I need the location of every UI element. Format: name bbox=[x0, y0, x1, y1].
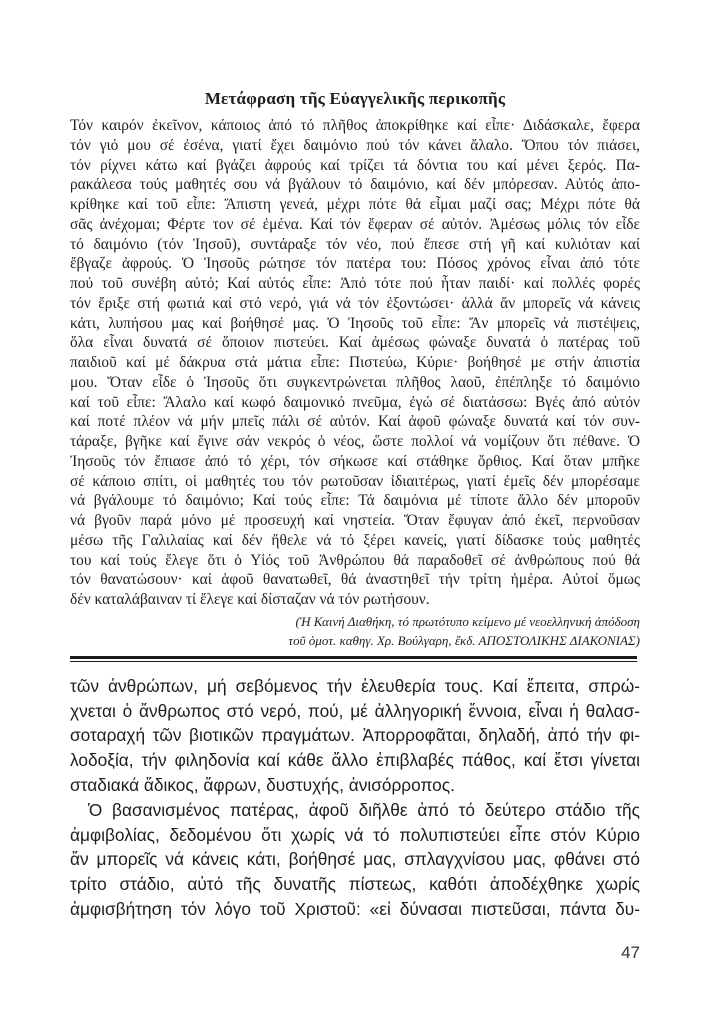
body-line: σταδιακά ἄδικος, ἄφρων, δυστυχής, ἀνισόρροπος. bbox=[70, 774, 455, 795]
scripture-line: του καί τούς ἔλεγε ὅτι ὁ Υἱός τοῦ Ἀνθρώπου θά παραδοθεῖ σέ ἀνθρώπους πού θά bbox=[70, 551, 640, 569]
scripture-line: ρακάλεσα τούς μαθητές σου νά βγάλουν τό δαιμόνιο, καί δέν μπόρεσαν. Αὐτός ἀπο- bbox=[70, 176, 640, 194]
scripture-line: δέν καταλάβαιναν τί ἔλεγε καί δίσταζαν νά τόν ρωτήσουν. bbox=[70, 591, 430, 608]
scripture-line: νά βγοῦν παρά μόνο μέ προσευχή καί νηστεία. Ὅταν ἔφυγαν ἀπό ἐκεῖ, περνοῦσαν bbox=[70, 512, 640, 529]
scripture-line: νά βγάλουμε τό δαιμόνιο; Καί τούς εἶπε: Τά δαιμόνια μέ τίποτε ἄλλο δέν μποροῦν bbox=[70, 492, 640, 510]
body-line: ἄν μπορεῖς νά κάνεις κάτι, βοήθησέ μας, σπλαγχνίσου μας, φθάνει στό bbox=[70, 849, 640, 870]
section-title: Μετάφραση τῆς Εὐαγγελικῆς περικοπῆς bbox=[204, 89, 506, 108]
scripture-line: Ἰησοῦς τόν ἔπιασε ἀπό τό χέρι, τόν σήκωσε καί στάθηκε ὄρθιος. Καί ὅταν μπῆκε bbox=[70, 452, 640, 470]
body-line: χνεται ὁ ἄνθρωπος στό νερό, πού, μέ ἀλληγορική ἔννοια, εἶναι ἡ θαλασ- bbox=[70, 700, 640, 721]
scripture-line: σᾶς ἀνέχομαι; Φέρτε τον σέ ἐμένα. Καί τόν ἔφεραν σέ αὐτόν. Ἀμέσως μόλις τόν εἶδε bbox=[70, 215, 640, 233]
scripture-line: μου. Ὅταν εἶδε ὁ Ἰησοῦς ὅτι συγκεντρώνεται πλῆθος λαοῦ, ἐπέπληξε τό δαιμόνιο bbox=[70, 373, 640, 391]
scripture-line: τόν γιό μου σέ ἐσένα, γιατί ἔχει δαιμόνιο πού τόν κάνει ἄλαλο. Ὅπου τόν πιάσει, bbox=[70, 136, 640, 154]
scripture-line: σέ κάποιο σπίτι, οἱ μαθητές του τόν ρωτοῦσαν ἰδιαιτέρως, γιατί ἐμεῖς δέν μπορέσαμε bbox=[70, 472, 640, 490]
body-line: λοδοξία, τήν φιληδονία καί κάθε ἄλλο ἐπιβλαβές πάθος, καί ἔτσι γίνεται bbox=[70, 750, 640, 771]
scripture-line: καί τοῦ εἶπε: Ἄλαλο καί κωφό δαιμονικό πνεῦμα, ἐγώ σέ διατάσσω: Βγές ἀπό αὐτόν bbox=[70, 393, 640, 411]
scripture-line: τό δαιμόνιο (τόν Ἰησοῦ), συντάραξε τόν νέο, πού ἔπεσε στή γῆ καί κυλιόταν καί bbox=[70, 235, 640, 253]
body-line: σοταραχή τῶν βιοτικῶν πραγμάτων. Ἀπορροφᾶται, δηλαδή, ἀπό τήν φι- bbox=[70, 725, 640, 746]
body-line: τρίτο στάδιο, αὐτό τῆς δυνατῆς πίστεως, καθότι ἀποδέχθηκε χωρίς bbox=[70, 874, 640, 895]
scripture-line: τόν θανατώσουν· καί ἀφοῦ θανατωθεῖ, θά ἀναστηθεῖ τήν τρίτη ἡμέρα. Αὐτοί ὅμως bbox=[70, 571, 640, 589]
gospel-translation-section bbox=[70, 88, 640, 650]
citation-line: (Ἡ Καινή Διαθήκη, τό πρωτότυπο κείμενο μέ νεοελληνική ἀπόδοση bbox=[295, 613, 640, 629]
body-line: τῶν ἀνθρώπων, μή σεβόμενος τήν ἐλευθερία τους. Καί ἔπειτα, σπρώ- bbox=[70, 675, 640, 696]
source-citation bbox=[70, 612, 640, 650]
body-line: ἀμφιβολίας, δεδομένου ὅτι χωρίς νά τό πολυπιστεύει εἶπε στόν Κύριο bbox=[70, 824, 640, 845]
paragraph-start-line: Ὁ βασανισμένος πατέρας, ἀφοῦ διῆλθε ἀπό τό δεύτερο στάδιο τῆς bbox=[88, 799, 640, 820]
page-number: 47 bbox=[621, 942, 640, 962]
citation-line: τοῦ ὁμοτ. καθηγ. Χρ. Βούλγαρη, ἔκδ. ΑΠΟΣΤΟΛΙΚΗΣ ΔΙΑΚΟΝΙΑΣ) bbox=[288, 632, 640, 648]
scripture-line: πού τοῦ συνέβη αὐτό; Καί αὐτός εἶπε: Ἀπό τότε πού ἦταν παιδί· καί πολλές φορές bbox=[70, 275, 640, 292]
scripture-line: κάτι, λυπήσου μας καί βοήθησέ μας. Ὁ Ἰησοῦς τοῦ εἶπε: Ἄν μπορεῖς νά πιστέψεις, bbox=[70, 314, 640, 332]
scripture-line: παιδιοῦ καί μέ δάκρυα στά μάτια εἶπε: Πιστεύω, Κύριε· βοήθησέ με στήν ἀπιστία bbox=[70, 354, 640, 371]
scripture-line: Τόν καιρόν ἐκεῖνον, κάποιος ἀπό τό πλῆθος ἀποκρίθηκε καί εἶπε· Διδάσκαλε, ἔφερα bbox=[70, 117, 640, 134]
scripture-line: τόν ρίχνει κάτω καί βγάζει ἀφρούς καί τρίζει τά δόντια του καί μένει ξερός. Πα- bbox=[70, 156, 640, 174]
scripture-line: ὅλα εἶναι δυνατά σέ ὅποιον πιστεύει. Καί ἀμέσως φώναξε δυνατά ὁ πατέρας τοῦ bbox=[70, 334, 640, 352]
main-body-text bbox=[70, 674, 640, 922]
body-line: ἀμφισβήτηση τόν λόγο τοῦ Χριστοῦ: «εἰ δύνασαι πιστεῦσαι, πάντα δυ- bbox=[70, 898, 640, 919]
scripture-line: ἔβγαζε ἀφρούς. Ὁ Ἰησοῦς ρώτησε τόν πατέρα του: Πόσος χρόνος εἶναι ἀπό τότε bbox=[70, 255, 640, 273]
scripture-line: καί ποτέ πλέον νά μήν μπεῖς πάλι σέ αὐτόν. Καί ἀφοῦ φώναξε δυνατά καί τόν συν- bbox=[70, 413, 640, 431]
section-divider bbox=[70, 656, 637, 662]
scripture-text bbox=[70, 116, 640, 610]
divider-thin-line bbox=[70, 661, 637, 662]
scripture-line: μέσω τῆς Γαλιλαίας καί δέν ἤθελε νά τό ξέρει κανείς, γιατί δίδασκε τούς μαθητές bbox=[70, 531, 640, 549]
scripture-line: τόν ἔριξε στή φωτιά καί στό νερό, γιά νά τόν ἐξοντώσει· ἀλλά ἄν μπορεῖς νά κάνεις bbox=[70, 294, 640, 312]
scripture-line: τάραξε, βγῆκε καί ἔγινε σάν νεκρός ὁ νέος, ὥστε πολλοί νά νομίζουν ὅτι πέθανε. Ὁ bbox=[70, 433, 640, 450]
scripture-line: κρίθηκε καί τοῦ εἶπε: Ἄπιστη γενεά, μέχρι πότε θά εἶμαι μαζί σας; Μέχρι πότε θά bbox=[70, 196, 640, 213]
